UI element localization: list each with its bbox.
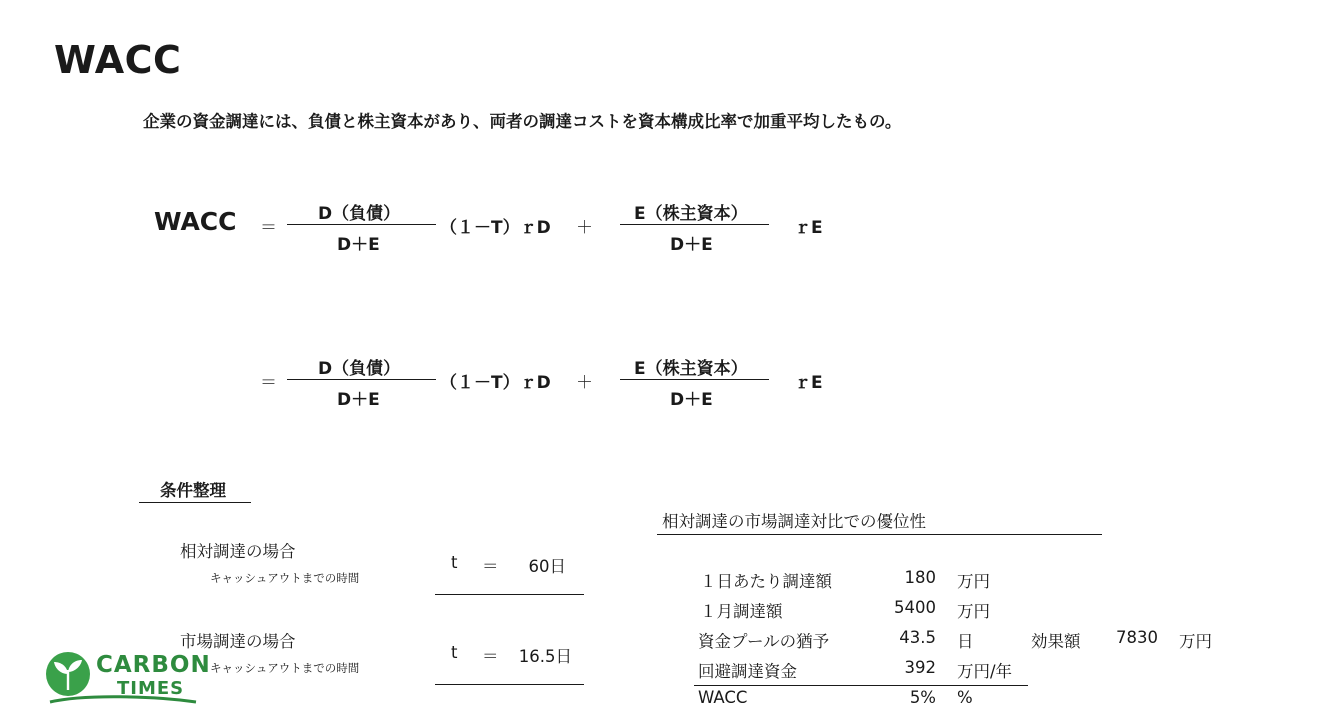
adv-row-label: WACC xyxy=(698,688,748,707)
heading-underline xyxy=(139,502,251,503)
fraction-line xyxy=(287,224,436,225)
effect-value: 7830 xyxy=(1116,628,1158,647)
term1-denominator: D＋E xyxy=(337,235,380,255)
plus-sign: ＋ xyxy=(576,373,593,393)
value-underline xyxy=(435,594,584,595)
formula-lhs: WACC xyxy=(154,207,237,236)
adv-row-label: １月調達額 xyxy=(700,602,783,621)
equals-sign: ＝ xyxy=(260,218,277,238)
case-sublabel: キャッシュアウトまでの時間 xyxy=(210,571,360,585)
adv-row-value: 392 xyxy=(904,658,936,677)
adv-row-value: 180 xyxy=(904,568,936,587)
adv-row-unit: 日 xyxy=(957,632,974,651)
effect-label: 効果額 xyxy=(1031,632,1081,651)
tax-factor: （１－T）ｒD xyxy=(440,373,551,393)
adv-row-value: 5400 xyxy=(894,598,936,617)
logo-line1: CARBON xyxy=(96,652,211,678)
conditions-heading: 条件整理 xyxy=(160,481,226,500)
description: 企業の資金調達には、負債と株主資本があり、両者の調達コストを資本構成比率で加重平均したもの。 xyxy=(143,112,902,131)
adv-row-unit: 万円 xyxy=(957,572,990,591)
case-value: 16.5日 xyxy=(518,647,572,666)
wacc-formula-1 xyxy=(0,195,1334,275)
adv-row-unit: 万円 xyxy=(957,602,990,621)
re-term: ｒE xyxy=(794,218,823,238)
adv-row-value: 5% xyxy=(909,688,936,707)
case-eq: ＝ xyxy=(482,647,499,666)
carbon-times-logo xyxy=(44,650,211,710)
term1-denominator: D＋E xyxy=(337,390,380,410)
adv-row-value: 43.5 xyxy=(899,628,936,647)
equals-sign: ＝ xyxy=(260,373,277,393)
page-title: WACC xyxy=(54,38,182,82)
term2-numerator: E（株主資本） xyxy=(634,359,748,379)
adv-row-label: １日あたり調達額 xyxy=(700,572,832,591)
case-eq: ＝ xyxy=(482,557,499,576)
case-label: 相対調達の場合 xyxy=(180,542,296,561)
fraction-line xyxy=(620,379,769,380)
adv-row-unit: % xyxy=(957,688,973,707)
fraction-line xyxy=(287,379,436,380)
term1-numerator: D（負債） xyxy=(318,359,401,379)
logo-line2: TIMES xyxy=(117,678,185,699)
value-underline xyxy=(435,684,584,685)
case-var: t xyxy=(451,643,458,662)
fraction-line xyxy=(620,224,769,225)
adv-row-unit: 万円/年 xyxy=(957,662,1013,681)
case-value: 60日 xyxy=(528,557,566,576)
case-sublabel: キャッシュアウトまでの時間 xyxy=(210,661,360,675)
heading-underline xyxy=(657,534,1102,535)
term1-numerator: D（負債） xyxy=(318,204,401,224)
plus-sign: ＋ xyxy=(576,218,593,238)
advantage-heading: 相対調達の市場調達対比での優位性 xyxy=(662,512,926,531)
term2-numerator: E（株主資本） xyxy=(634,204,748,224)
effect-unit: 万円 xyxy=(1179,632,1212,651)
term2-denominator: D＋E xyxy=(670,235,713,255)
case-var: t xyxy=(451,553,458,572)
row-separator xyxy=(694,685,1028,686)
term2-denominator: D＋E xyxy=(670,390,713,410)
wacc-formula-2 xyxy=(0,350,1334,430)
re-term: ｒE xyxy=(794,373,823,393)
tax-factor: （１－T）ｒD xyxy=(440,218,551,238)
adv-row-label: 回避調達資金 xyxy=(698,662,797,681)
case-label: 市場調達の場合 xyxy=(180,632,296,651)
adv-row-label: 資金プールの猶予 xyxy=(698,632,830,651)
